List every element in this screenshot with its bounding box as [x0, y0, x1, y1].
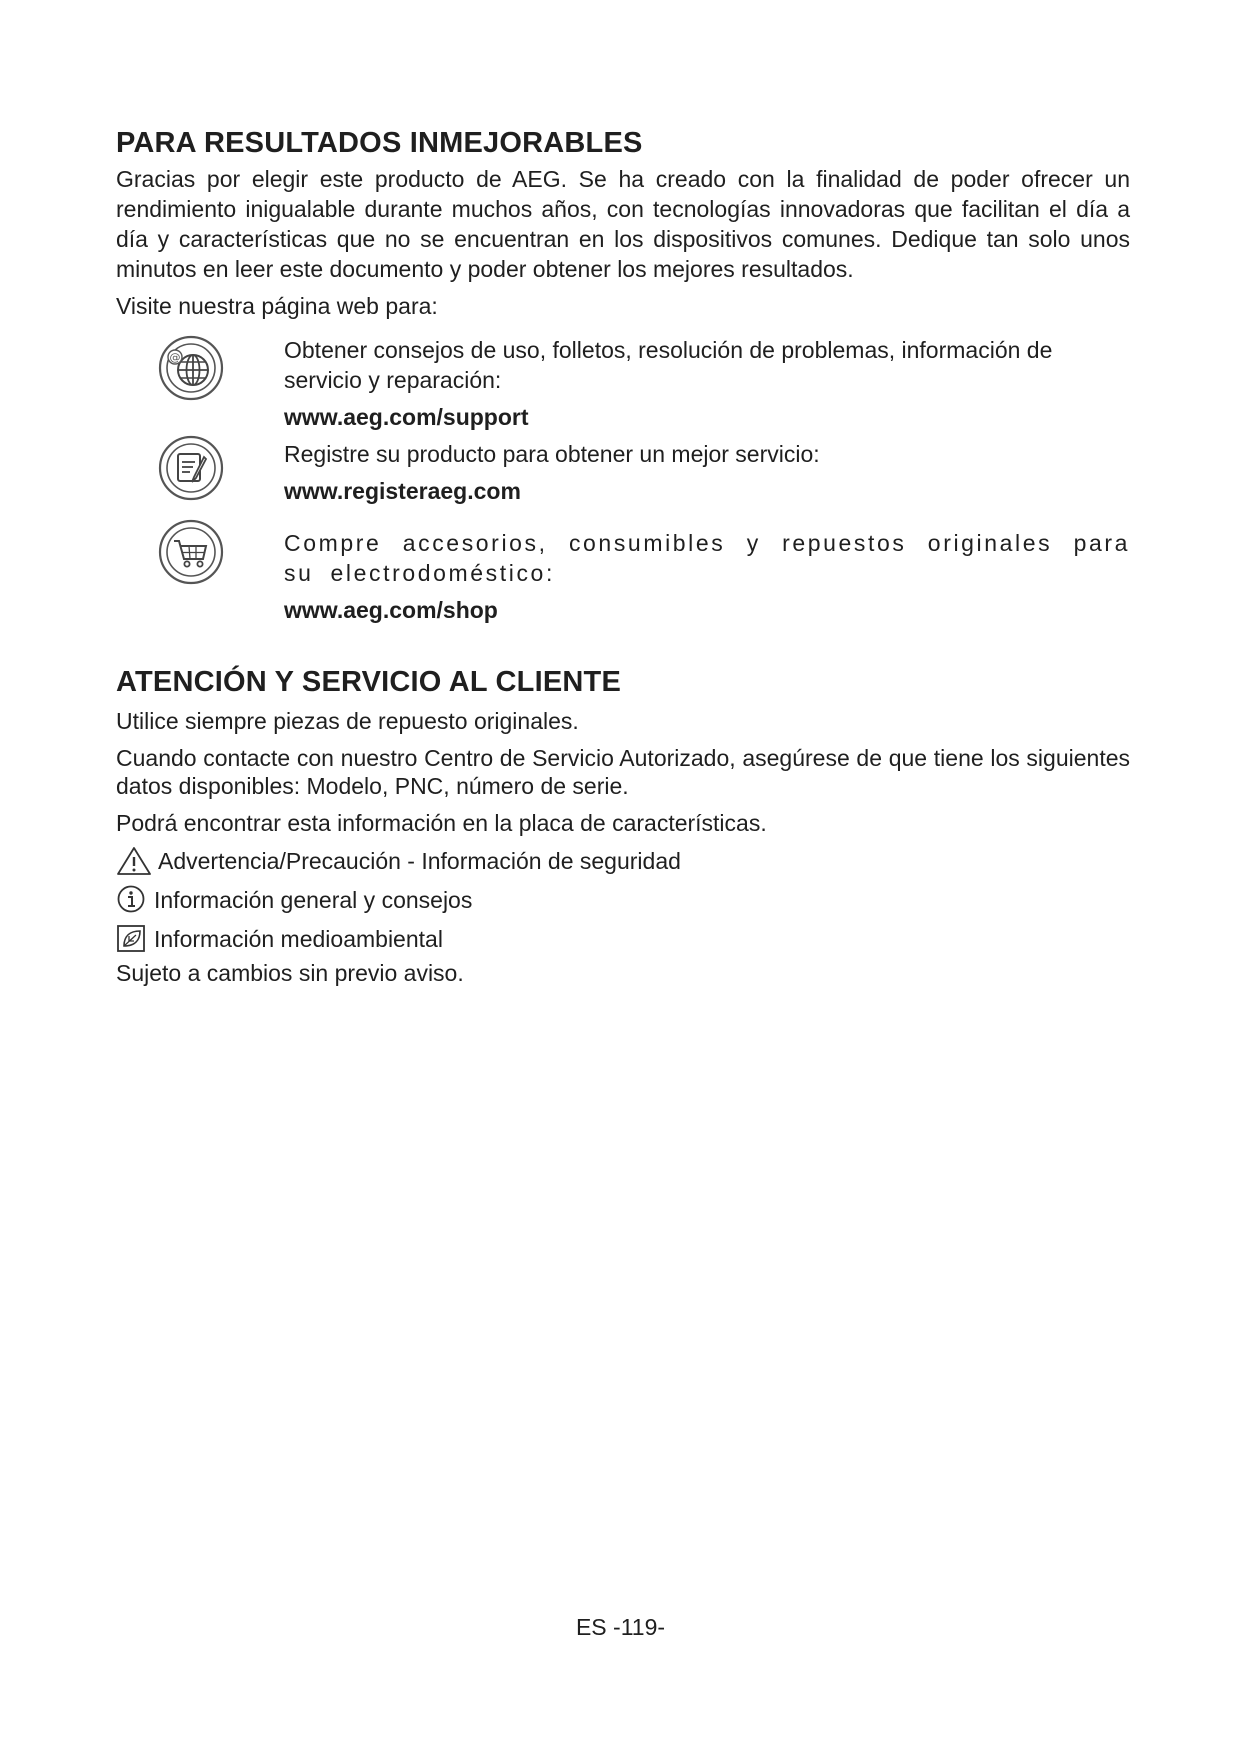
legend-environment	[116, 924, 1130, 954]
page-number: ES -119-	[575, 1614, 666, 1640]
visit-website-text: Visite nuestra página web para:	[116, 293, 438, 319]
register-link[interactable]: www.registeraeg.com	[284, 478, 521, 504]
subject-to-change-text: Sujeto a cambios sin previo aviso.	[116, 960, 464, 986]
globe-at-icon	[158, 335, 224, 401]
intro-paragraph: Gracias por elegir este producto de AEG. Se ha creado con la finalidad de poder ofrecer un rendimiento inigualable durante muchos años, con tecnologías innovadoras que facilitan el día a día y características que no se encuentran en los dispositivos comunes. Dedique tan solo unos minutos en leer este documento y poder obtener los mejores resultados.	[116, 166, 1130, 282]
warning-triangle-icon	[116, 846, 152, 876]
contact-service-text: Cuando contacte con nuestro Centro de Servicio Autorizado, asegúrese de que tiene los siguientes datos disponibles: Modelo, PNC, número de serie.	[116, 745, 1130, 799]
legend-warning-label: Advertencia/Precaución - Información de seguridad	[158, 848, 681, 874]
register-row	[116, 439, 1130, 506]
section-title-service: ATENCIÓN Y SERVICIO AL CLIENTE	[116, 666, 621, 698]
support-row	[116, 335, 1130, 432]
shopping-cart-icon	[158, 519, 224, 585]
section-title-results: PARA RESULTADOS INMEJORABLES	[116, 127, 643, 159]
support-description: Obtener consejos de uso, folletos, resolución de problemas, información de servicio y reparación:	[284, 337, 1053, 393]
shop-row	[116, 528, 1130, 625]
legend-warning	[116, 846, 1130, 876]
registration-form-icon	[158, 435, 224, 501]
register-description: Registre su producto para obtener un mejor servicio:	[284, 441, 820, 467]
spare-parts-text: Utilice siempre piezas de repuesto originales.	[116, 708, 579, 734]
svg-text:@: @	[169, 351, 181, 364]
shop-description: Compre accesorios, consumibles y repuestos originales para su electrodoméstico:	[284, 530, 1130, 586]
legend-info-label: Información general y consejos	[154, 887, 473, 913]
legend-environment-label: Información medioambiental	[154, 926, 443, 952]
shop-link[interactable]: www.aeg.com/shop	[284, 597, 498, 623]
environment-leaf-icon	[116, 924, 148, 954]
rating-plate-text: Podrá encontrar esta información en la placa de características.	[116, 810, 767, 836]
info-circle-icon	[116, 885, 148, 915]
document-page	[116, 122, 1130, 988]
legend-info	[116, 885, 1130, 915]
support-link[interactable]: www.aeg.com/support	[284, 404, 529, 430]
